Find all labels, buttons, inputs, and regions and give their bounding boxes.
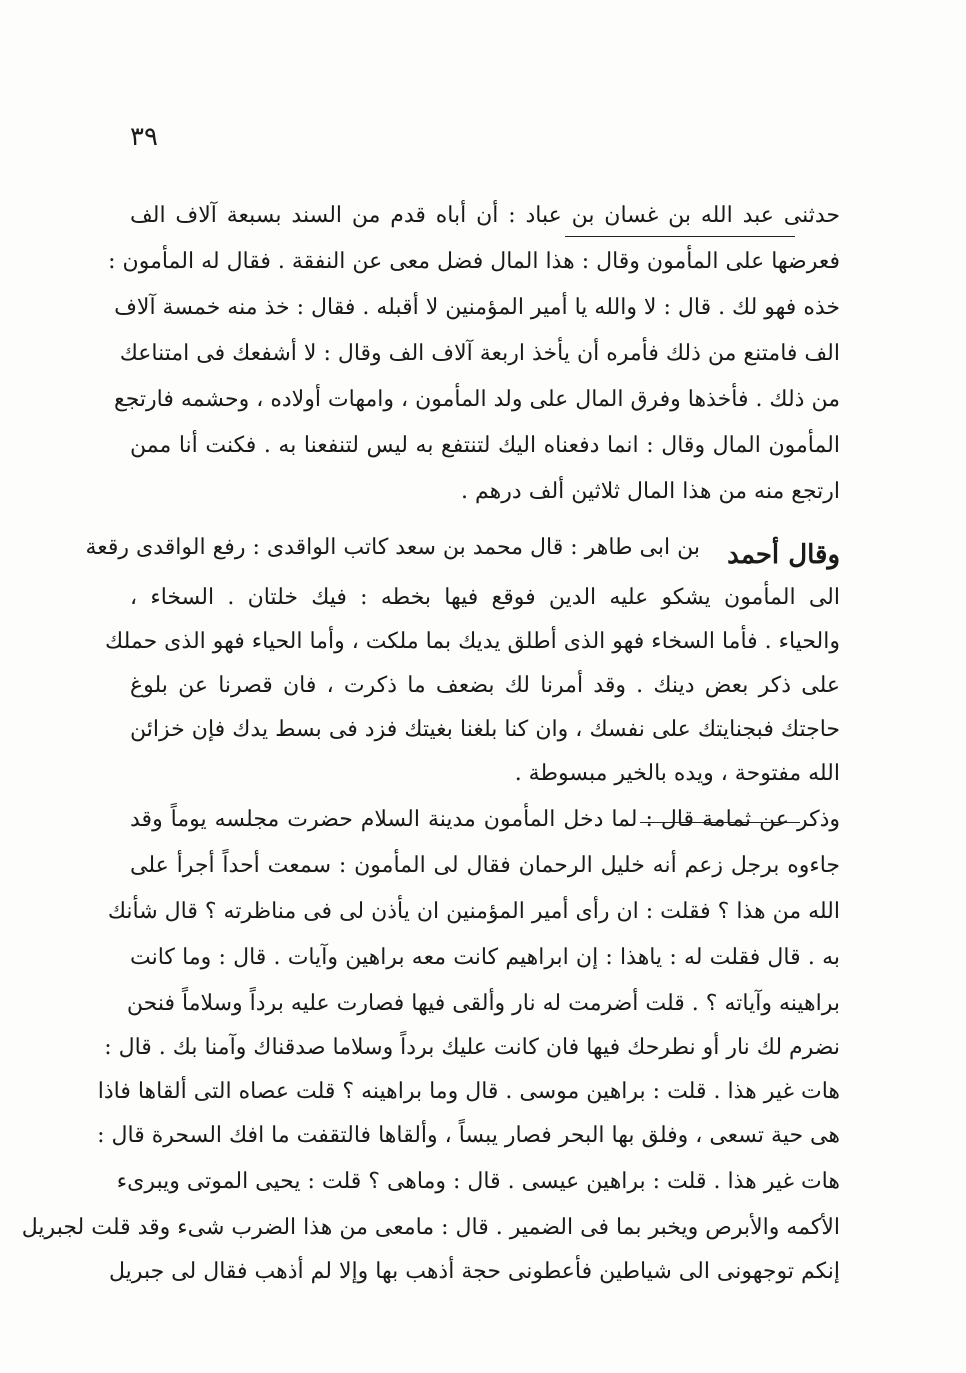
underline-mark-2 <box>640 822 800 823</box>
body-text <box>21 196 840 1284</box>
text-line: إنكم توجهونى الى شياطين فأعطونى حجة أذهب بها وإلا لم أذهب فقال لى جبريل <box>109 1259 840 1284</box>
text-line: المأمون المال وقال : انما دفعناه اليك لتنتفع به ليس لتنفعنا به . فكنت أنا ممن <box>130 433 840 458</box>
underline-mark-1 <box>565 236 795 237</box>
text-line: به . قال فقلت له : ياهذا : إن ابراهيم كانت معه براهين وآيات . قال : وما كانت <box>130 945 840 970</box>
text-line: براهينه وآياته ؟ . قلت أضرمت له نار وألقى فيها فصارت عليه برداً وسلاماً فنحن <box>126 991 840 1016</box>
text-line: من ذلك . فأخذها وفرق المال على ولد المأمون ، وامهات أولاده ، وحشمه فارتجع <box>114 387 840 412</box>
text-line: والحياء . فأما السخاء فهو الذى أطلق يديك بما ملكت ، وأما الحياء فهو الذى حملك <box>105 629 840 654</box>
text-line: حدثنى عبد الله بن غسان بن عباد : أن أباه قدم من السند بسبعة آلاف الف <box>130 203 840 228</box>
text-line: هى حية تسعى ، وفلق بها البحر فصار يبساً ، وألقاها فالتقفت ما افك السحرة قال : <box>97 1123 840 1148</box>
text-line: جاءوه برجل زعم أنه خليل الرحمان فقال لى المأمون : سمعت أحداً أجرأ على <box>130 853 840 878</box>
text-line: هات غير هذا . قلت : براهين موسى . قال وما براهينه ؟ قلت عصاه التى ألقاها فاذا <box>97 1079 840 1104</box>
page-number: ٣٩ <box>130 122 158 152</box>
text-line: الف فامتنع من ذلك فأمره أن يأخذ اربعة آلاف الف وقال : لا أشفعك فى امتناعك <box>119 341 840 366</box>
text-line: ارتجع منه من هذا المال ثلاثين ألف درهم . <box>461 479 840 504</box>
text-line: خذه فهو لك . قال : لا والله يا أمير المؤمنين لا أقبله . فقال : خذ منه خمسة آلاف <box>114 295 840 320</box>
section-head-label: وقال أحمد <box>727 540 840 570</box>
text-line: الله من هذا ؟ فقلت : ان رأى أمير المؤمنين ان يأذن لى فى مناظرته ؟ قال شأنك <box>107 899 840 924</box>
text-line: فعرضها على المأمون وقال : هذا المال فضل معى عن النفقة . فقال له المأمون : <box>108 249 840 274</box>
text-line: الله مفتوحة ، ويده بالخير مبسوطة . <box>514 761 840 786</box>
text-line: على ذكر بعض دينك . وقد أمرنا لك بضعف ما ذكرت ، فان قصرنا عن بلوغ <box>130 673 840 698</box>
text-line: وذكر عن ثمامة قال : لما دخل المأمون مدينة السلام حضرت مجلسه يوماً وقد <box>130 807 840 832</box>
text-line: الى المأمون يشكو عليه الدين فوقع فيها بخطه : فيك خلتان . السخاء ، <box>130 585 840 610</box>
text-line: نضرم لك نار أو نطرحك فيها فان كانت عليك برداً وسلاما صدقناك وآمنا بك . قال : <box>104 1035 840 1060</box>
text-line: حاجتك فبجنايتك على نفسك ، وان كنا بلغنا بغيتك فزد فى بسط يدك فإن خزائن <box>130 717 840 742</box>
text-line: الأكمه والأبرص ويخبر بما فى الضمير . قال : مامعى من هذا الضرب شىء وقد قلت لجبريل <box>21 1215 840 1240</box>
text-line: بن ابى طاهر : قال محمد بن سعد كاتب الواقدى : رفع الواقدى رقعة <box>85 535 700 560</box>
text-line: هات غير هذا . قلت : براهين عيسى . قال : وماهى ؟ قلت : يحيى الموتى ويبرىء <box>116 1169 840 1194</box>
